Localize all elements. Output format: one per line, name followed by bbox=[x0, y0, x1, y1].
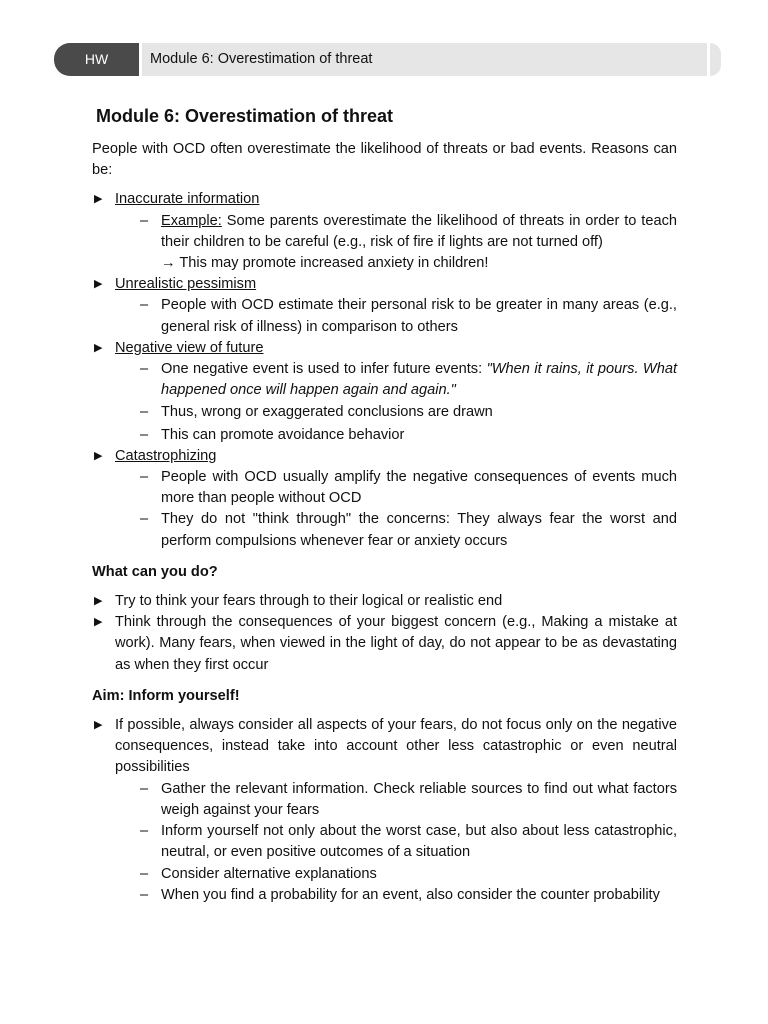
bullet-heading: Catastrophizing bbox=[115, 447, 217, 464]
header-end-cap bbox=[710, 43, 721, 76]
example-label: Example: bbox=[161, 212, 222, 229]
sub-item-text: One negative event is used to infer future events: bbox=[161, 361, 487, 378]
sub-item: – They do not "think through" the concerns: They always fear the worst and perform compulsions whenever fear or anxiety occurs bbox=[92, 509, 677, 551]
bullet-catastrophizing bbox=[92, 446, 677, 467]
bullet-negative-view-of-future bbox=[92, 338, 677, 359]
sub-item-example bbox=[92, 211, 677, 253]
bullet-heading: Unrealistic pessimism bbox=[115, 276, 257, 293]
example-text: Some parents overestimate the likelihood of threats in order to teach their children to be careful (e.g., risk of fire if lights are not turned off) bbox=[161, 212, 677, 250]
arrow-note: → This may promote increased anxiety in children! bbox=[161, 255, 489, 272]
sub-item: – Thus, wrong or exaggerated conclusions are drawn bbox=[92, 402, 677, 423]
bullet-heading: Negative view of future bbox=[115, 339, 264, 356]
page-header bbox=[54, 43, 721, 76]
bullet-item: ▶ If possible, always consider all aspects of your fears, do not focus only on the negative consequences, instead take into account other less catastrophic or even neutral possibilities bbox=[92, 715, 677, 779]
sub-item: – Consider alternative explanations bbox=[92, 864, 677, 885]
section-heading-aim: Aim: Inform yourself! bbox=[92, 687, 240, 704]
sub-item: – When you find a probability for an event, also consider the counter probability bbox=[92, 885, 677, 906]
bullet-item: ▶ Think through the consequences of your biggest concern (e.g., Making a mistake at work). Many fears, when viewed in the light of day, do not appear to be as devastating as when they first occur bbox=[92, 612, 677, 676]
bullet-inaccurate-information bbox=[92, 189, 677, 210]
section-heading-what-can-you-do: What can you do? bbox=[92, 563, 218, 580]
sub-item: – Gather the relevant information. Check reliable sources to find out what factors weigh against your fears bbox=[92, 779, 677, 821]
bullet-heading: Inaccurate information bbox=[115, 191, 260, 208]
intro-paragraph: People with OCD often overestimate the likelihood of threats or bad events. Reasons can be: bbox=[92, 141, 677, 179]
quote-text: "When it rains, it pours. What happened once will happen again and again." bbox=[161, 361, 677, 399]
sub-item: – Inform yourself not only about the worst case, but also about less catastrophic, neutral, or even positive outcomes of a situation bbox=[92, 821, 677, 863]
sub-item: – People with OCD estimate their personal risk to be greater in many areas (e.g., general risk of illness) in comparison to others bbox=[92, 295, 677, 337]
header-title: Module 6: Overestimation of threat bbox=[142, 43, 707, 76]
document-body bbox=[92, 100, 677, 906]
bullet-item: ▶ Try to think your fears through to their logical or realistic end bbox=[92, 591, 677, 612]
header-tag: HW bbox=[54, 43, 139, 76]
bullet-unrealistic-pessimism bbox=[92, 274, 677, 295]
page-title: Module 6: Overestimation of threat bbox=[96, 106, 394, 126]
sub-item: – This can promote avoidance behavior bbox=[92, 425, 677, 446]
sub-item: – People with OCD usually amplify the negative consequences of events much more than people without OCD bbox=[92, 467, 677, 509]
sub-item bbox=[92, 359, 677, 401]
